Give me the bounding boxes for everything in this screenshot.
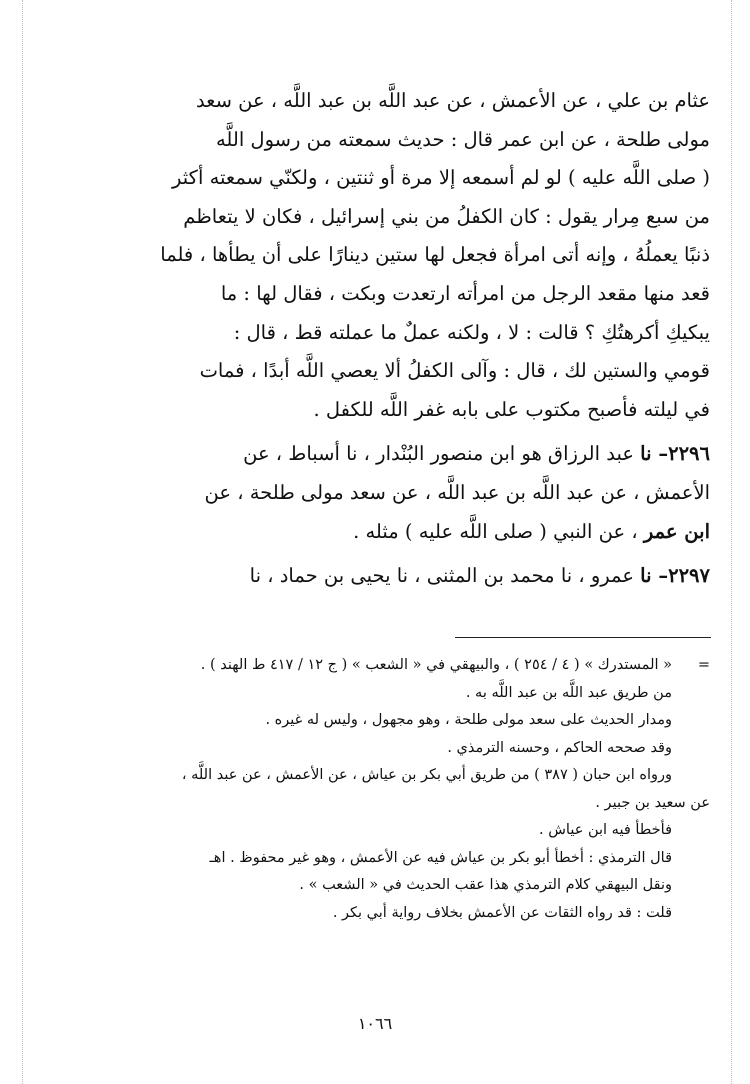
- page-number: ١٠٦٦: [357, 1014, 393, 1033]
- hadith-2297: [92, 557, 710, 596]
- text-line: عبد الرزاق هو ابن منصور البُنْدار ، نا أسباط ، عن: [243, 442, 641, 466]
- footnote-separator: [455, 637, 711, 638]
- text-line: عمرو ، نا محمد بن المثنى ، نا يحيى بن حماد ، نا: [249, 564, 641, 588]
- footnote-line: ونقل البيهقي كلام الترمذي هذا عقب الحديث في « الشعب » .: [299, 877, 672, 893]
- continuation-marker: =: [697, 657, 710, 673]
- footnote-line: من طريق عبد اللَّه بن عبد اللَّه به .: [465, 684, 672, 701]
- right-page-edge: [731, 0, 732, 1084]
- narrator-name: ابن عمر: [643, 519, 710, 543]
- footnote-line: قلت : قد رواه الثقات عن الأعمش بخلاف رواية أبي بكر .: [332, 904, 672, 921]
- text-line: ، عن النبي ( صلى اللَّه عليه ) مثله .: [353, 519, 638, 543]
- text-line: عثام بن علي ، عن الأعمش ، عن عبد اللَّه بن عبد اللَّه ، عن سعد: [195, 89, 710, 112]
- text-line: ذنبًا يعملُهُ ، وإنه أتى امرأة فجعل لها ستين دينارًا على أن يطأها ، فلما: [160, 243, 710, 267]
- left-page-edge: [22, 0, 23, 1084]
- text-line: مولى طلحة ، عن ابن عمر قال : حديث سمعته من رسول اللَّه: [215, 127, 710, 151]
- hadith-2295-continuation: [92, 82, 710, 429]
- text-line: في ليلته فأصبح مكتوب على بابه غفر اللَّه للكفل .: [313, 397, 710, 421]
- footnote-line: ورواه ابن حبان ( ٣٨٧ ) من طريق أبي بكر بن عياش ، عن الأعمش ، عن عبد اللَّه ،: [181, 767, 672, 783]
- hadith-number: ٢٢٩٦– نا: [640, 442, 710, 466]
- footnote-line: قال الترمذي : أخطأ أبو بكر بن عياش فيه عن الأعمش ، وهو غير محفوظ . اهـ: [209, 849, 672, 866]
- text-line: الأعمش ، عن عبد اللَّه بن عبد اللَّه ، عن سعد مولى طلحة ، عن: [204, 480, 710, 504]
- text-line: ( صلى اللَّه عليه ) لو لم أسمعه إلا مرة أو ثنتين ، ولكنّي سمعته أكثر: [172, 166, 710, 190]
- text-line: قومي والستين لك ، قال : وآلى الكفلُ ألا يعصي اللَّه أبدًا ، فمات: [199, 359, 710, 383]
- text-line: قعد منها مقعد الرجل من امرأته ارتعدت وبكت ، فقال لها : ما: [220, 281, 710, 305]
- hadith-number: ٢٢٩٧– نا: [640, 564, 710, 588]
- footnote-line: عن سعيد بن جبير .: [595, 794, 710, 811]
- hadith-2296: [92, 435, 710, 551]
- footnote-line: فأخطأ فيه ابن عياش .: [539, 822, 672, 838]
- footnotes: [92, 652, 710, 927]
- text-line: يبكيكِ أكرهتُكِ ؟ قالت : لا ، ولكنه عملٌ ما عملته قط ، قال :: [233, 320, 710, 344]
- footnote-line: وقد صححه الحاكم ، وحسنه الترمذي .: [447, 739, 672, 756]
- main-text: [92, 82, 710, 596]
- footnote-line: ومدار الحديث على سعد مولى طلحة ، وهو مجهول ، وليس له غيره .: [265, 712, 672, 728]
- text-line: من سبع مِرار يقول : كان الكفلُ من بني إسرائيل ، فكان لا يتعاظم: [183, 204, 710, 228]
- footnote-line: =« المستدرك » ( ٤ / ٢٥٤ ) ، والبيهقي في « الشعب » ( ج ١٢ / ٤١٧ ط الهند ) .: [92, 652, 710, 680]
